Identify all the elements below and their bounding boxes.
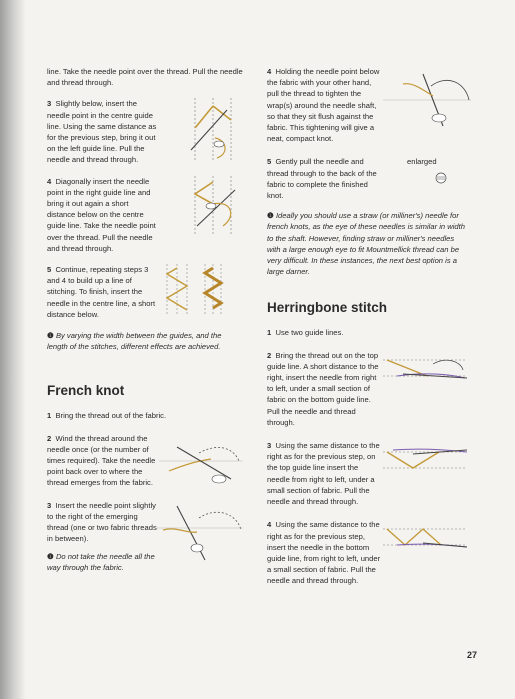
fk-step-4 [267, 66, 467, 144]
hb-step-1 [267, 327, 467, 338]
hb-step-2 [267, 350, 467, 428]
fk3-figure [157, 500, 243, 562]
hb-step-4 [267, 519, 467, 586]
step-text: Bring the thread out on the top guide line. A short distance to the right, insert the needle from right to left, under a small section of fabric on the bottom guide line. Pull the needle and thread through. [267, 350, 379, 427]
step-number: 5 [267, 157, 272, 167]
stitch-step-5 [47, 264, 243, 320]
step-text: Gently pull the needle and thread through to the back of the fabric to complete the finished knot. [267, 157, 377, 201]
step-number: 1 [47, 411, 52, 421]
herringbone-heading: Herringbone stitch [267, 300, 388, 316]
fk-step-1 [47, 410, 243, 421]
step5-figure [163, 264, 243, 314]
step-text: Wind the thread around the needle once (or the number of times required). Take the needle point back over to where the thread emerges from the fabric. [47, 433, 156, 488]
step-text: Using the same distance to the right as for the previous step, on the top guide line insert the needle from right to left, under a small section of fabric. Pull the needle and thread through. [267, 441, 380, 507]
step-text: Use two guide lines. [275, 328, 344, 338]
info-icon: ❶ [47, 551, 54, 561]
tip-text: By varying the width between the guides, and the length of the stitches, different effects are achieved. [47, 331, 222, 352]
step-text: Continue, repeating steps 3 and 4 to build up a line of stitching. To finish, insert the needle in the centre line, a short distance below. [47, 265, 156, 319]
step-text: Holding the needle point below the fabric with your other hand, pull the thread to tighten the wrap(s) around the needle shaft, so that they sit flush against the fabric. This tightening will give a neat, compact knot. [267, 67, 380, 144]
step-number: 2 [47, 433, 52, 443]
hb-step-3 [267, 440, 467, 507]
step-number: 4 [47, 176, 52, 186]
step-number: 3 [47, 500, 52, 510]
step-number: 1 [267, 328, 272, 338]
stitch-step-4 [47, 176, 243, 254]
step-number: 5 [47, 265, 52, 275]
fk5-figure [377, 156, 467, 187]
step-number: 3 [267, 441, 272, 451]
enlarged-label: enlarged [407, 157, 437, 167]
tip-varying-width [47, 330, 243, 352]
hb4-figure [383, 521, 467, 555]
step-text: Diagonally insert the needle point in the right guide line and bring it out again a short distance below on the centre guide line. Take the needle point over the thread. Pull the needle and thread through. [47, 176, 156, 253]
fk2-figure [159, 433, 243, 493]
fk4-figure [383, 66, 471, 132]
step-text: Slightly below, insert the needle point in the centre guide line. Using the same distance as for the previous step, bring it out on the left guide line. Pull the needle and thread through. [47, 99, 157, 165]
hb3-figure [383, 442, 467, 476]
fk-step-2 [47, 433, 243, 489]
step4-figure [187, 176, 243, 236]
info-icon: ❶ [47, 331, 54, 341]
step-number: 2 [267, 350, 272, 360]
tip-straw-needle [267, 210, 467, 277]
step-text: Using the same distance to the right as for the previous step, insert the needle in the bottom guide line, from right to left, under a small section of fabric. Pull the needle and thread through. [267, 520, 381, 586]
hb2-figure [383, 352, 467, 386]
step-number: 4 [267, 67, 272, 76]
intro-text: line. Take the needle point over the thread. Pull the needle and thread through. [47, 67, 243, 88]
french-knot-heading: French knot [47, 383, 125, 399]
step-number: 3 [47, 99, 52, 109]
fk-step-5 [267, 156, 467, 201]
stitch-step-3 [47, 98, 243, 165]
left-column [47, 66, 243, 573]
tip-text: Ideally you should use a straw (or milliner's) needle for french knots, as the eye of these needles is similar in width to the shaft. However, finding straw or milliner's needles with a large enough eye to fit Mountmellick thread can be very difficult. In these instances, the next best option is a large darner. [267, 211, 465, 277]
book-gutter [0, 0, 26, 699]
step3-figure [187, 98, 243, 162]
step-number: 4 [267, 520, 272, 530]
info-icon: ❶ [267, 211, 274, 221]
fk-step-3 [47, 500, 243, 573]
step-text: Bring the thread out of the fabric. [55, 411, 167, 421]
page-number: 27 [466, 650, 477, 660]
step-text: Insert the needle point slightly to the right of the emerging thread (one or two fabric threads in between). [47, 500, 157, 544]
right-column [267, 66, 467, 587]
tip-text: Do not take the needle all the way through the fabric. [47, 551, 155, 572]
